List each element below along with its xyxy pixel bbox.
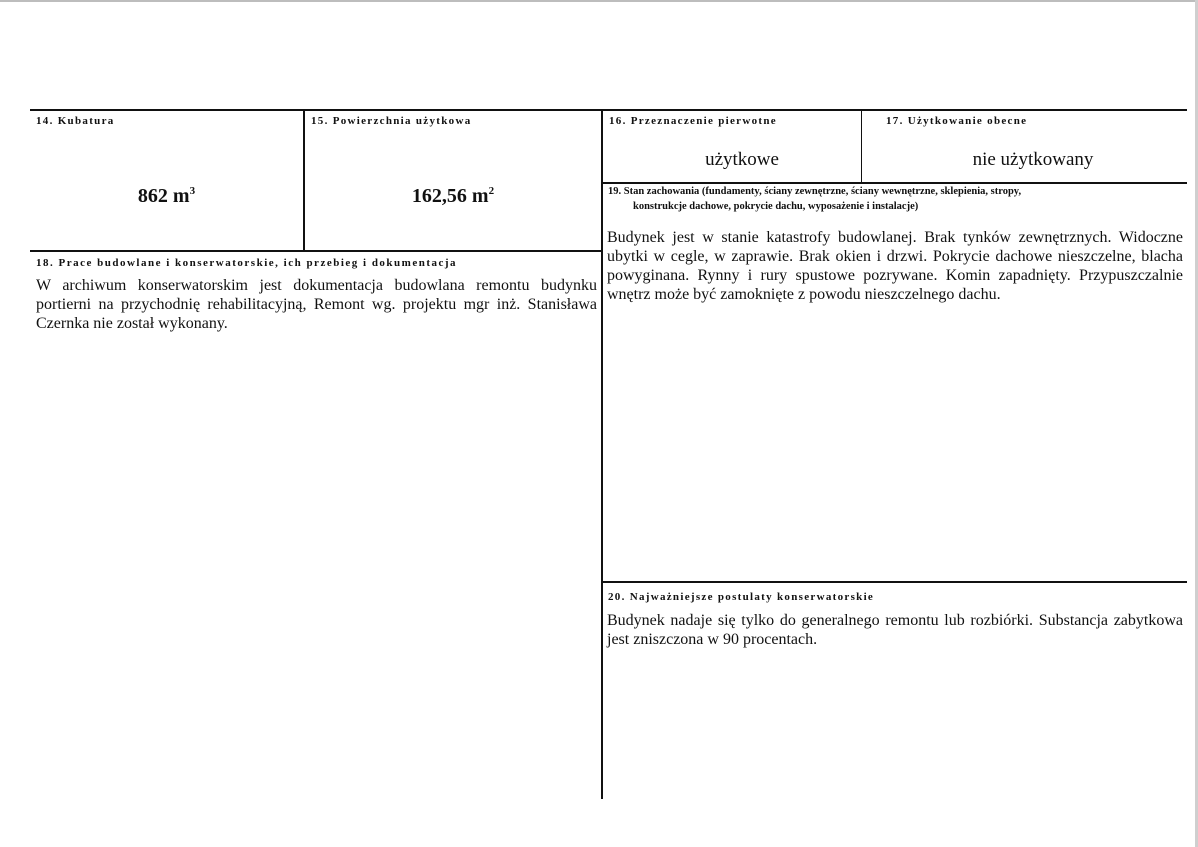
stan-label-line1: 19. Stan zachowania (fundamenty, ściany zewnętrzne, ściany wewnętrzne, sklepienia, stropy, <box>608 186 1022 197</box>
uzytkowanie-label: 17. Użytkowanie obecne <box>886 115 1028 127</box>
kubatura-value: 862 $m^3$ <box>137 185 196 207</box>
stan-cell <box>603 184 1187 581</box>
page-top-edge <box>0 0 1198 2</box>
postulaty-cell <box>603 583 1187 799</box>
powierzchnia-value: 162,56 $m^2$ <box>411 185 495 207</box>
postulaty-label: 20. Najważniejsze postulaty konserwatorskie <box>608 591 875 603</box>
stan-label-line2: konstrukcje dachowe, pokrycie dachu, wyposażenie i instalacje) <box>633 201 919 212</box>
powierzchnia-unit-exponent: 2 <box>488 185 495 197</box>
przeznaczenie-cell <box>603 111 861 182</box>
stan-text: Budynek jest w stanie katastrofy budowlanej. Brak tynków zewnętrznych. Widoczne ubytki w cegle, w zaprawie. Brak okien i drzwi. Pokrycie dachowe nieszczelne, blacha powyginana. Rynny i rury spustowe pozrywane. Komin zapadnięty. Przypuszczalnie wnętrz może być zamoknięte z powodu nieszczelnego dachu. <box>607 229 1183 303</box>
powierzchnia-cell <box>305 111 601 250</box>
postulaty-text: Budynek nadaje się tylko do generalnego remontu lub rozbiórki. Substancja zabytkowa jest zniszczona w 90 procentach. <box>607 612 1183 648</box>
kubatura-label: 14. Kubatura <box>36 115 115 127</box>
przeznaczenie-value: użytkowe <box>705 149 779 170</box>
uzytkowanie-cell <box>862 111 1187 182</box>
prace-label: 18. Prace budowlane i konserwatorskie, ich przebieg i dokumentacja <box>36 257 458 269</box>
kubatura-cell <box>30 111 303 250</box>
przeznaczenie-label: 16. Przeznaczenie pierwotne <box>609 115 777 127</box>
prace-text: W archiwum konserwatorskim jest dokumentacja budowlana remontu budynku portierni na przychodnię rehabilitacyjną, Remont wg. projektu mgr inż. Stanisława Czernka nie został wykonany. <box>36 277 597 332</box>
prace-cell <box>30 252 601 799</box>
powierzchnia-label: 15. Powierzchnia użytkowa <box>311 115 472 127</box>
kubatura-unit-exponent: 3 <box>189 185 196 197</box>
uzytkowanie-value: nie użytkowany <box>972 149 1094 170</box>
